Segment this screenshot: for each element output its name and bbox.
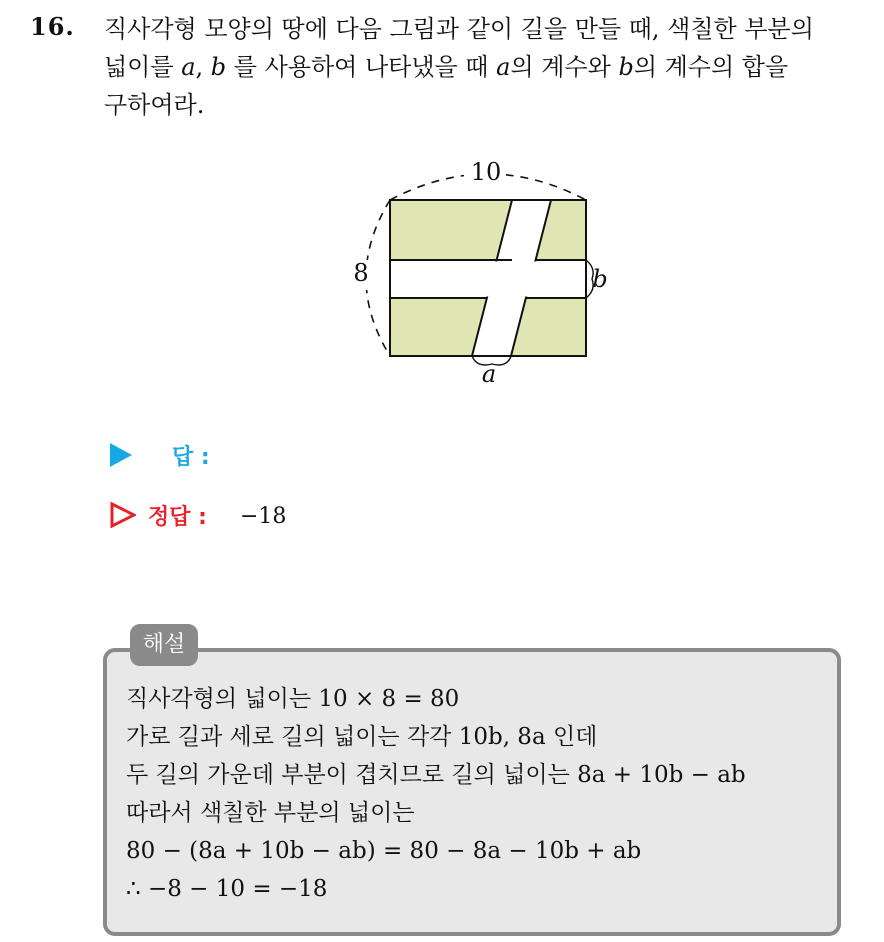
question-line-3: 구하여라. [104,91,205,119]
question-line-1: 직사각형 모양의 땅에 다음 그림과 같이 길을 만들 때, 색칠한 부분의 [104,15,814,43]
answer-arrow-icon [110,443,132,467]
question-number: 16. [30,12,75,41]
solution-line: 두 길의 가운데 부분이 겹치므로 길의 넓이는 8a + 10b − ab [126,762,746,788]
road-figure [340,150,630,400]
correct-answer-value: −18 [240,504,287,529]
solution-line: ∴ −8 − 10 = −18 [126,876,328,902]
var-a: a [181,53,196,81]
label-a: a [481,360,497,388]
solution-tab: 해설 [130,624,198,666]
solution-line: 80 − (8a + 10b − ab) = 80 − 8a − 10b + ab [126,838,642,864]
label-b: b [592,265,608,293]
solution-line: 따라서 색칠한 부분의 넓이는 [126,800,415,826]
solution-line: 직사각형의 넓이는 10 × 8 = 80 [126,686,460,712]
answer-label: 답 : [172,445,210,470]
label-height: 8 [353,259,369,287]
var-b: b [210,53,227,81]
correct-arrow-icon [110,502,136,528]
label-width: 10 [470,158,502,186]
solution-line: 가로 길과 세로 길의 넓이는 각각 10b, 8a 인데 [126,724,598,750]
question-text [104,10,864,124]
solution-text [126,680,746,908]
correct-answer-label: 정답 : [148,505,207,530]
question-line-2: 넓이를 a, b 를 사용하여 나타냈을 때 a의 계수와 b의 계수의 합을 [104,53,789,81]
